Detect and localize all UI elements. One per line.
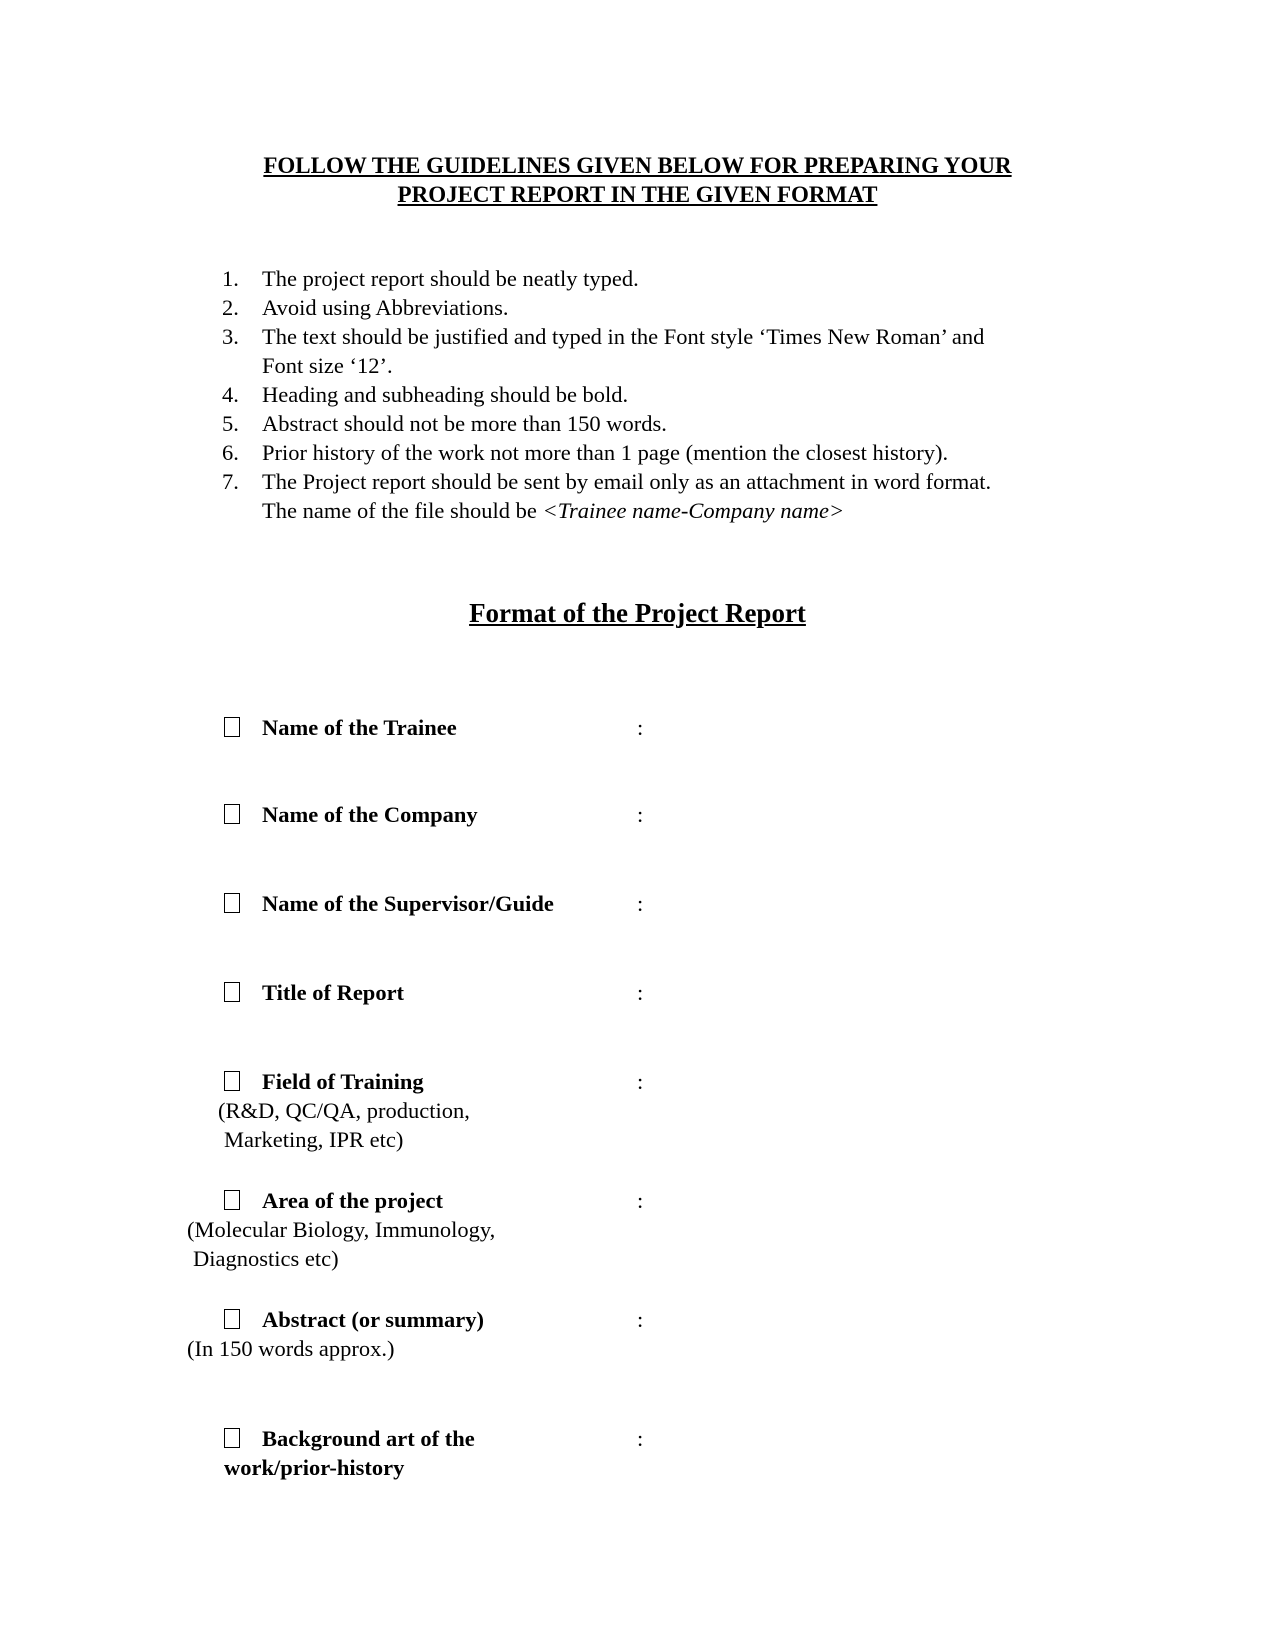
field-hint: (Molecular Biology, Immunology, (187, 1217, 496, 1242)
guideline-number: 3. (222, 324, 239, 349)
guideline-text: The Project report should be sent by email only as an attachment in word format. (262, 469, 992, 494)
guideline-text: Abstract should not be more than 150 words. (262, 411, 667, 436)
field-hint: Marketing, IPR etc) (224, 1127, 404, 1152)
field-colon: : (637, 802, 644, 827)
field-hint: (R&D, QC/QA, production, (218, 1098, 470, 1123)
field-label-continuation: work/prior-history (224, 1455, 405, 1480)
filename-format: <Trainee name-Company name> (542, 498, 845, 523)
checkbox-square-icon (224, 717, 240, 737)
guideline-text: Heading and subheading should be bold. (262, 382, 629, 407)
field-colon: : (637, 891, 644, 916)
guideline-text: Avoid using Abbreviations. (262, 295, 509, 320)
guidelines-heading-line-2: PROJECT REPORT IN THE GIVEN FORMAT (397, 182, 878, 207)
guideline-number: 5. (222, 411, 239, 436)
field-label: Abstract (or summary) (262, 1307, 485, 1332)
field-label: Title of Report (262, 980, 405, 1005)
guideline-text: Prior history of the work not more than 1 page (mention the closest history). (262, 440, 949, 465)
checkbox-square-icon (224, 1309, 240, 1329)
field-colon: : (637, 1188, 644, 1213)
guidelines-heading-line-1: FOLLOW THE GUIDELINES GIVEN BELOW FOR PREPARING YOUR (263, 153, 1012, 178)
field-label: Background art of the (262, 1426, 475, 1451)
field-label: Name of the Supervisor/Guide (262, 891, 554, 916)
guideline-text-continuation: Font size ‘12’. (262, 353, 393, 378)
filename-prefix: The name of the file should be (262, 498, 543, 523)
checkbox-square-icon (224, 1428, 240, 1448)
guideline-number: 7. (222, 469, 239, 494)
field-label: Name of the Trainee (262, 715, 457, 740)
field-colon: : (637, 1426, 644, 1451)
field-hint: (In 150 words approx.) (187, 1336, 395, 1361)
guideline-number: 6. (222, 440, 239, 465)
checkbox-square-icon (224, 804, 240, 824)
field-colon: : (637, 980, 644, 1005)
guideline-text: The text should be justified and typed in the Font style ‘Times New Roman’ and (262, 324, 985, 349)
guideline-text: The project report should be neatly typed. (262, 266, 639, 291)
field-hint: Diagnostics etc) (193, 1246, 339, 1271)
field-colon: : (637, 715, 644, 740)
guideline-number: 2. (222, 295, 239, 320)
guideline-number: 4. (222, 382, 239, 407)
checkbox-square-icon (224, 893, 240, 913)
field-label: Field of Training (262, 1069, 424, 1094)
guideline-number: 1. (222, 266, 239, 291)
format-title: Format of the Project Report (469, 598, 806, 628)
checkbox-square-icon (224, 1071, 240, 1091)
field-colon: : (637, 1307, 644, 1332)
field-label: Name of the Company (262, 802, 478, 827)
field-colon: : (637, 1069, 644, 1094)
checkbox-square-icon (224, 982, 240, 1002)
field-label: Area of the project (262, 1188, 443, 1213)
guideline-text-continuation (262, 496, 844, 525)
checkbox-square-icon (224, 1190, 240, 1210)
